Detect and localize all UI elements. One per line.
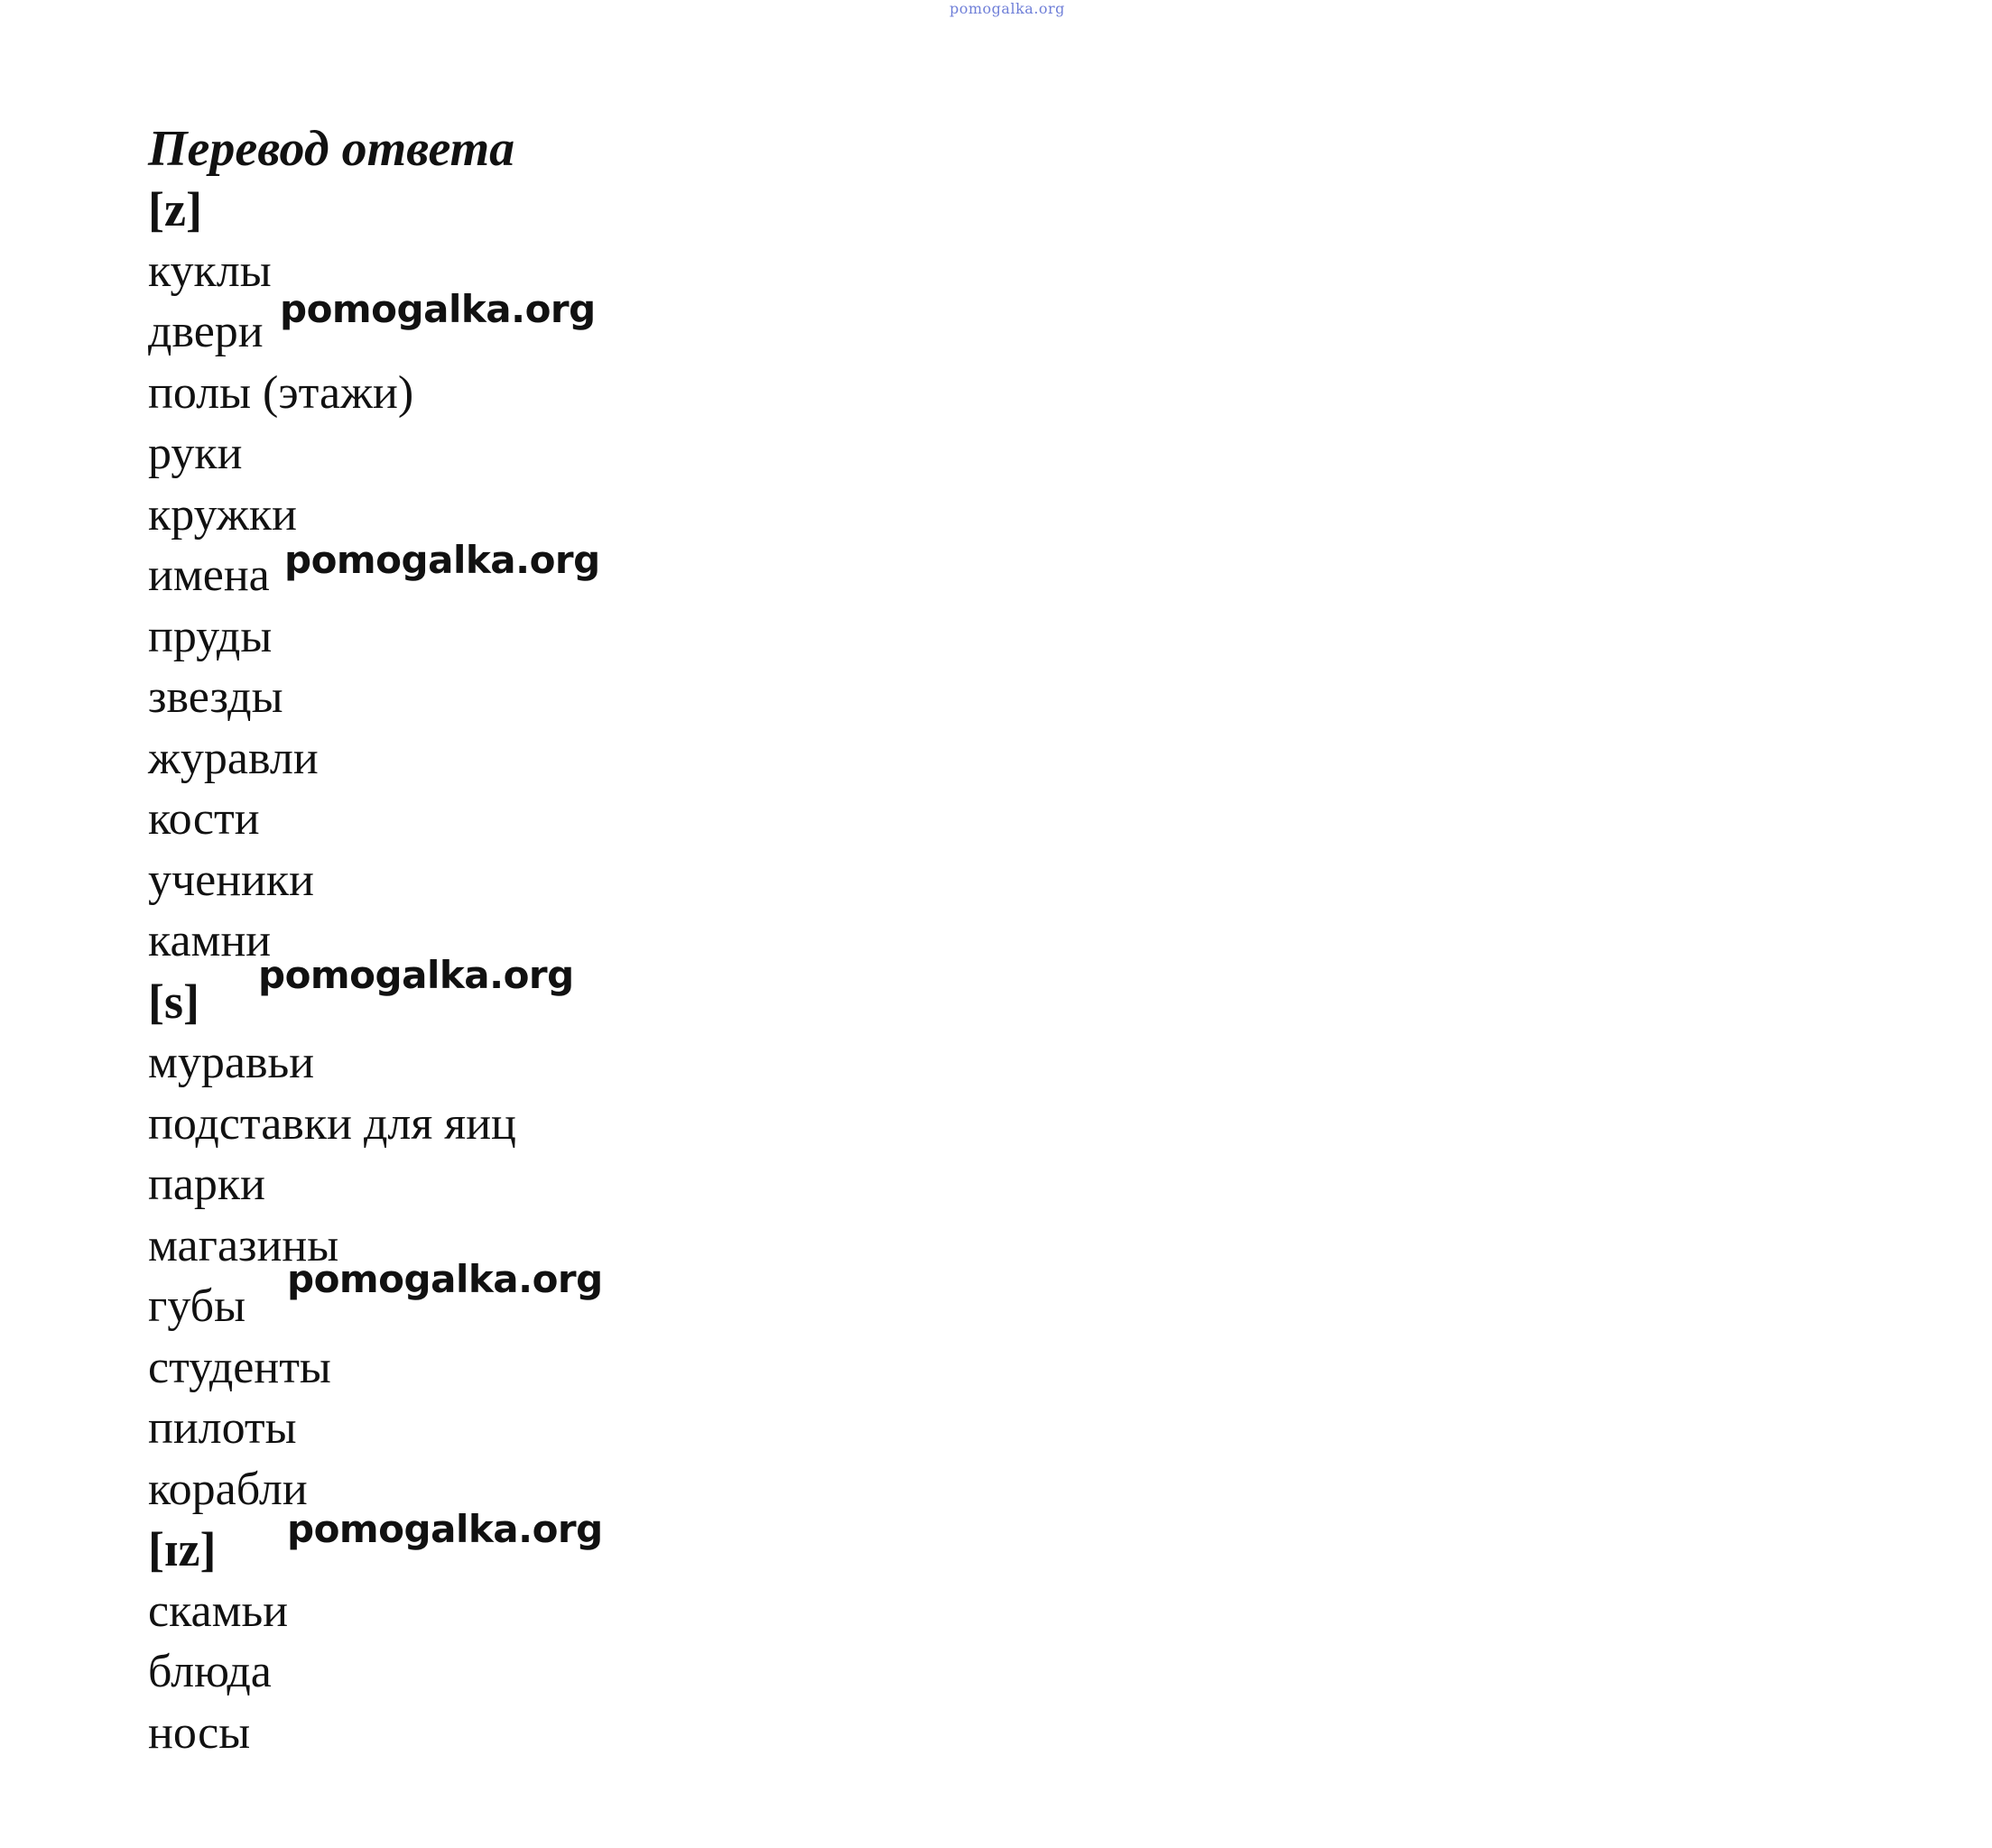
site-watermark: pomogalka.org bbox=[258, 953, 574, 997]
site-watermark: pomogalka.org bbox=[284, 538, 600, 582]
word-item: куклы bbox=[148, 245, 272, 297]
section-label-z: [z] bbox=[148, 182, 202, 236]
document-title: Перевод ответа bbox=[148, 121, 515, 177]
section-label-s: [s] bbox=[148, 974, 199, 1029]
header-watermark: pomogalka.org bbox=[950, 0, 1065, 17]
word-item: губы bbox=[148, 1280, 246, 1332]
word-item: скамьи bbox=[148, 1585, 289, 1637]
site-watermark: pomogalka.org bbox=[287, 1507, 603, 1551]
word-item: журавли bbox=[148, 732, 319, 784]
word-item: носы bbox=[148, 1706, 251, 1759]
word-item: муравьи bbox=[148, 1037, 315, 1088]
section-label-iz: [ɪz] bbox=[148, 1522, 217, 1576]
word-item: камни bbox=[148, 915, 272, 966]
word-item: кости bbox=[148, 793, 260, 845]
word-item: имена bbox=[148, 550, 270, 601]
site-watermark: pomogalka.org bbox=[287, 1257, 603, 1301]
word-item: пруды bbox=[148, 610, 273, 662]
word-item: руки bbox=[148, 428, 243, 479]
word-item: кружки bbox=[148, 488, 297, 541]
word-item: магазины bbox=[148, 1219, 339, 1271]
site-watermark: pomogalka.org bbox=[280, 287, 596, 331]
word-item: двери bbox=[148, 306, 264, 357]
word-item: подставки для яиц bbox=[148, 1097, 516, 1150]
word-item: полы (этажи) bbox=[148, 366, 414, 419]
word-item: парки bbox=[148, 1159, 265, 1210]
word-item: блюда bbox=[148, 1646, 272, 1697]
word-item: студенты bbox=[148, 1341, 331, 1393]
word-item: корабли bbox=[148, 1463, 308, 1515]
word-item: пилоты bbox=[148, 1402, 297, 1454]
word-item: ученики bbox=[148, 854, 314, 906]
word-item: звезды bbox=[148, 671, 283, 723]
